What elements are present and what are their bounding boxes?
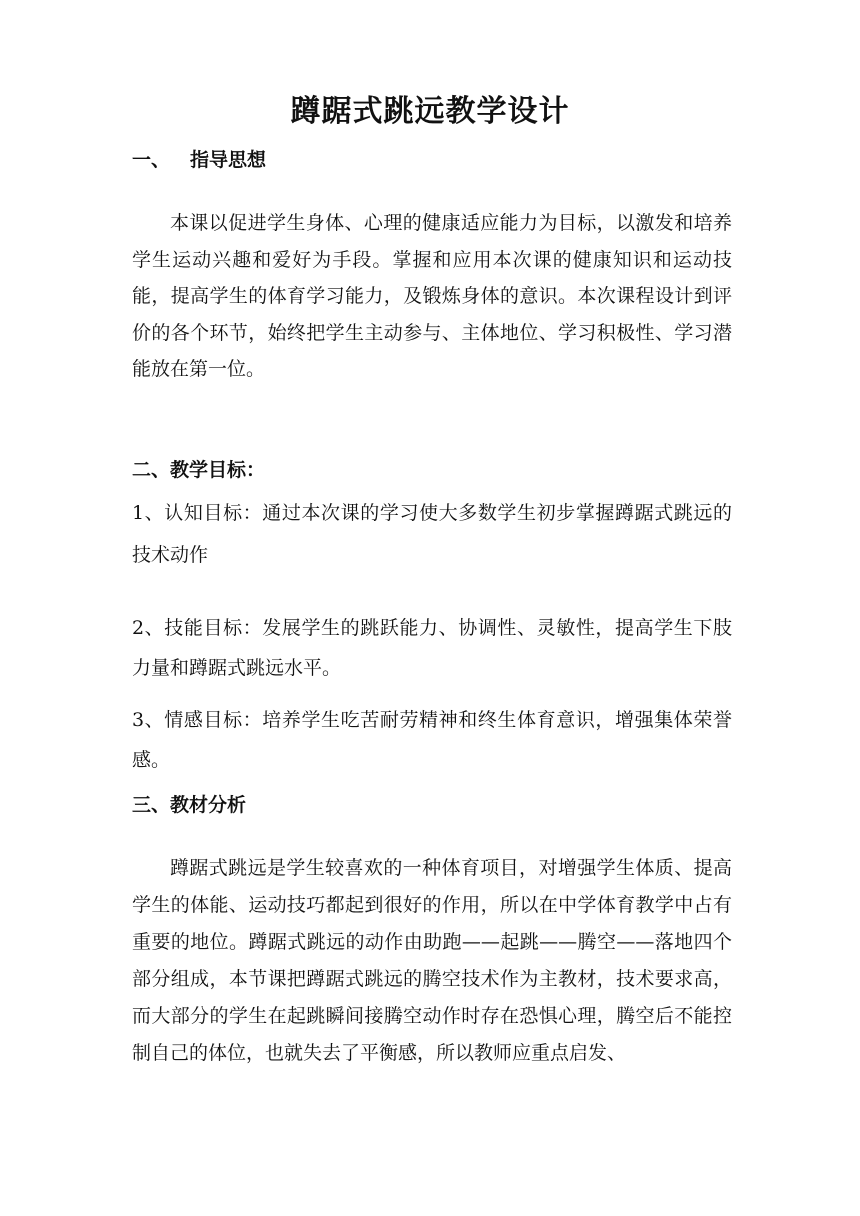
document-title: 蹲踞式跳远教学设计 — [290, 94, 570, 129]
section-3-paragraph: 蹲踞式跳远是学生较喜欢的一种体育项目，对增强学生体质、提高学生的体能、运动技巧都起到很好的作用，所以在中学体育教学中占有重要的地位。蹲踞式跳远的动作由助跑——起跳——腾空——落地四个部分组成，本节课把蹲踞式跳远的腾空技术作为主教材，技术要求高，而大部分的学生在起跳瞬间接腾空动作时存在恐惧心理，腾空后不能控制自己的体位，也就失去了平衡感，所以教师应重点启发、 — [132, 857, 732, 1064]
section-1-number: 一、 — [132, 149, 171, 171]
goal-affective: 3、情感目标：培养学生吃苦耐劳精神和终生体育意识，增强集体荣誉感。 — [132, 709, 732, 771]
section-1-title: 指导思想 — [190, 149, 267, 171]
section-3-heading: 三、教材分析 — [132, 794, 247, 816]
goal-cognitive: 1、认知目标：通过本次课的学习使大多数学生初步掌握蹲踞式跳远的技术动作 — [132, 502, 732, 566]
section-2-heading: 二、教学目标： — [132, 459, 266, 481]
section-1-heading — [132, 145, 266, 175]
section-1-paragraph: 本课以促进学生身体、心理的健康适应能力为目标，以激发和培养学生运动兴趣和爱好为手段。掌握和应用本次课的健康知识和运动技能，提高学生的体育学习能力，及锻炼身体的意识。本次课程设计到评价的各个环节，始终把学生主动参与、主体地位、学习积极性、学习潜能放在第一位。 — [132, 212, 732, 380]
goal-skill: 2、技能目标：发展学生的跳跃能力、协调性、灵敏性，提高学生下肢力量和蹲踞式跳远水平。 — [132, 617, 732, 679]
